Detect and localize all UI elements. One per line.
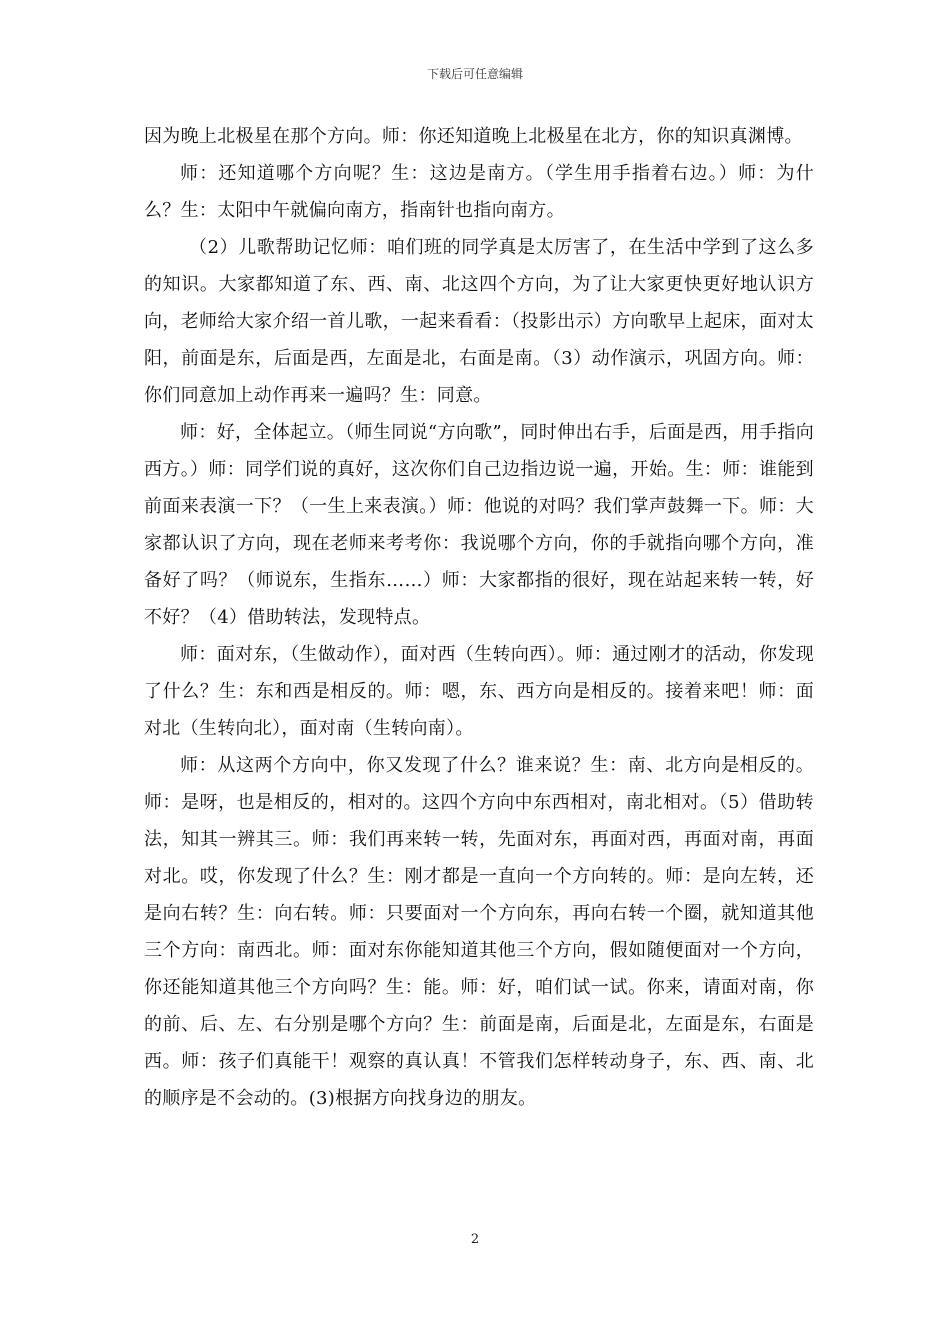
- paragraph-1: 因为晚上北极星在那个方向。师：你还知道晚上北极星在北方，你的知识真渊博。: [144, 126, 803, 147]
- document-body: [144, 118, 814, 1117]
- paragraph-6: 师：从这两个方向中，你又发现了什么？谁来说？生：南、北方向是相反的。师：是呀，也是相反的，相对的。这四个方向中东西相对，南北相对。（5）借助转法，知其一辨其三。师：我们再来转一转，先面对东，再面对西，再面对南，再面对北。哎，你发现了什么？生：刚才都是一直向一个方向转的。师：是向左转，还是向右转？生：向右转。师：只要面对一个方向东，再向右转一个圈，就知道其他三个方向：南西北。师：面对东你能知道其他三个方向，假如随便面对一个方向，你还能知道其他三个方向吗？生：能。师：好，咱们试一试。你来，请面对南，你的前、后、左、右分别是哪个方向？生：前面是南，后面是北，左面是东，右面是西。师：孩子们真能干！观察的真认真！不管我们怎样转动身子，东、西、南、北的顺序是不会动的。(3)根据方向找身边的朋友。: [144, 755, 814, 1109]
- paragraph-2: 师：还知道哪个方向呢？生：这边是南方。（学生用手指着右边。）师：为什么？生：太阳中午就偏向南方，指南针也指向南方。: [144, 163, 814, 221]
- paragraph-5: 师：面对东，（生做动作），面对西（生转向西）。师：通过刚才的活动，你发现了什么？生：东和西是相反的。师：嗯，东、西方向是相反的。接着来吧！师：面对北（生转向北），面对南（生转向南）。: [144, 644, 814, 739]
- page-header: 下载后可任意编辑: [426, 67, 523, 81]
- paragraph-4: 师：好，全体起立。（师生同说“方向歌”，同时伸出右手，后面是西，用手指向西方。）师：同学们说的真好，这次你们自己边指边说一遍，开始。生：师：谁能到前面来表演一下？（一生上来表演。）师：他说的对吗？我们掌声鼓舞一下。师：大家都认识了方向，现在老师来考考你：我说哪个方向，你的手就指向哪个方向，准备好了吗？（师说东，生指东……）师：大家都指的很好，现在站起来转一转，好不好？（4）借助转法，发现特点。: [144, 422, 814, 628]
- paragraph-3: （2）儿歌帮助记忆师：咱们班的同学真是太厉害了，在生活中学到了这么多的知识。大家都知道了东、西、南、北这四个方向，为了让大家更快更好地认识方向，老师给大家介绍一首儿歌，一起来看看：（投影出示）方向歌早上起床，面对太阳，前面是东，后面是西，左面是北，右面是南。（3）动作演示，巩固方向。师：你们同意加上动作再来一遍吗？生：同意。: [144, 237, 814, 406]
- page-number: 2: [470, 1232, 480, 1247]
